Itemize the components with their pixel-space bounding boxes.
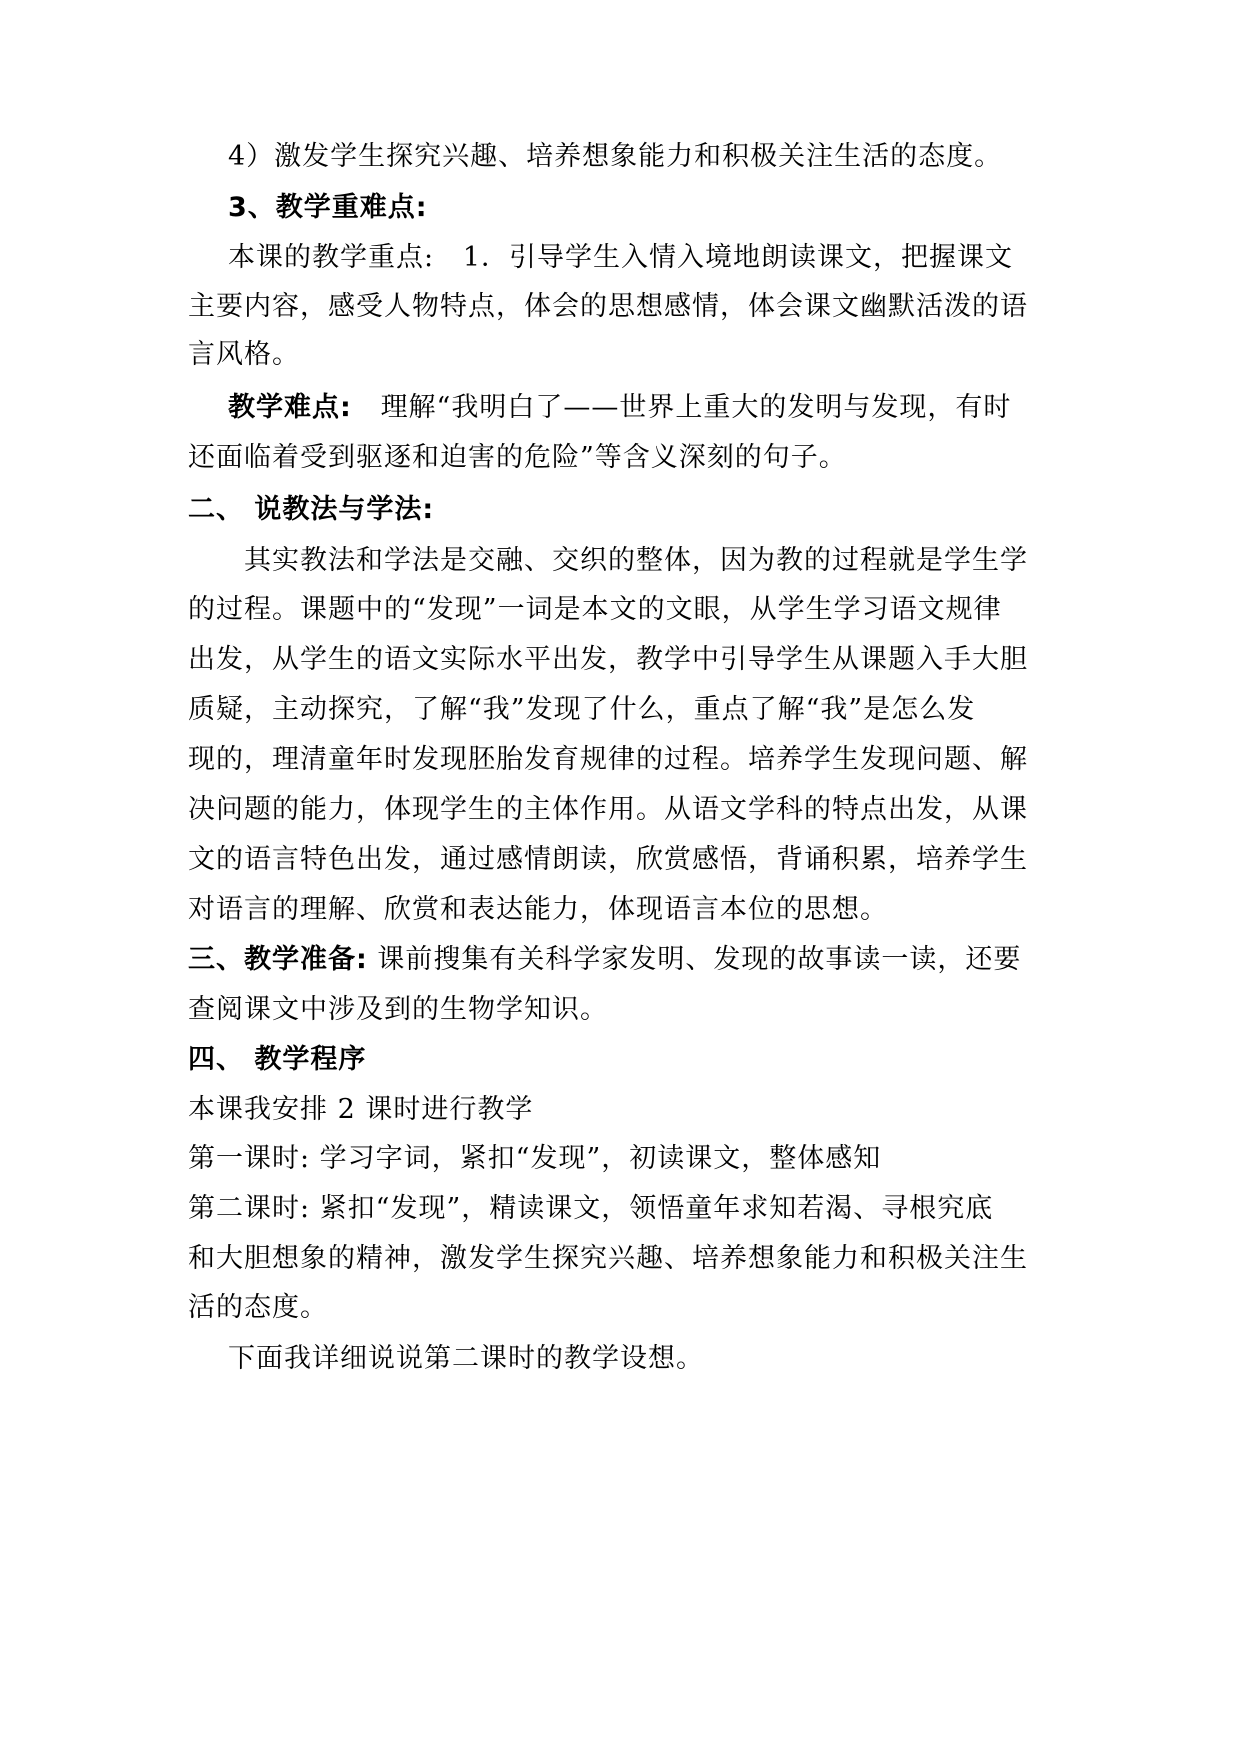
preparation-line-1 (188, 940, 1068, 980)
methods-line-2: 的过程。课题中的“发现”一词是本文的文眼，从学生学习语文规律 (188, 594, 1002, 625)
preparation-text: 课前搜集有关科学家发明、发现的故事读一读，还要 (377, 944, 1022, 975)
key-points-text: 1．引导学生入情入境地朗读课文，把握课文 (462, 242, 1014, 273)
key-points-line-2: 主要内容，感受人物特点，体会的思想感情，体会课文幽默活泼的语 (188, 291, 1028, 322)
closing-line: 下面我详细说说第二课时的教学设想。 (228, 1343, 704, 1374)
preparation-label: 三、教学准备: (188, 944, 368, 975)
objective-4: 4）激发学生探究兴趣、培养想象能力和积极关注生活的态度。 (228, 141, 1003, 172)
methods-line-5: 现的，理清童年时发现胚胎发育规律的过程。培养学生发现问题、解 (188, 744, 1028, 775)
difficulty-label: 教学难点: (228, 392, 352, 423)
difficulty-text: 理解“我明白了——世界上重大的发明与发现，有时 (380, 392, 1012, 423)
methods-line-6: 决问题的能力，体现学生的主体作用。从语文学科的特点出发，从课 (188, 794, 1028, 825)
section-heading-procedure: 四、 教学程序 (188, 1044, 367, 1075)
methods-line-8: 对语言的理解、欣赏和表达能力，体现语言本位的思想。 (188, 894, 888, 925)
methods-line-7: 文的语言特色出发，通过感情朗读，欣赏感悟，背诵积累，培养学生 (188, 844, 1028, 875)
difficulty-line-1 (228, 388, 1108, 428)
section-heading-key-difficult-points: 3、教学重难点: (228, 192, 428, 223)
difficulty-line-2: 还面临着受到驱逐和迫害的危险”等含义深刻的句子。 (188, 442, 847, 473)
key-points-line-3: 言风格。 (188, 339, 300, 370)
methods-line-3: 出发，从学生的语文实际水平出发，教学中引导学生从课题入手大胆 (188, 644, 1028, 675)
methods-line-4: 质疑，主动探究，了解“我”发现了什么，重点了解“我”是怎么发 (188, 694, 976, 725)
methods-line-1: 其实教法和学法是交融、交织的整体，因为教的过程就是学生学 (244, 545, 1028, 576)
procedure-line-1: 本课我安排 2 课时进行教学 (188, 1094, 534, 1125)
preparation-line-2: 查阅课文中涉及到的生物学知识。 (188, 994, 608, 1025)
procedure-line-5: 活的态度。 (188, 1292, 328, 1323)
procedure-line-3: 第二课时: 紧扣“发现”，精读课文，领悟童年求知若渴、寻根究底 (188, 1193, 994, 1224)
procedure-line-4: 和大胆想象的精神，激发学生探究兴趣、培养想象能力和积极关注生 (188, 1243, 1028, 1274)
key-points-line-1 (228, 238, 1108, 278)
section-heading-methods: 二、 说教法与学法: (188, 494, 435, 525)
key-points-label: 本课的教学重点: (228, 242, 435, 273)
procedure-line-2: 第一课时: 学习字词，紧扣“发现”，初读课文，整体感知 (188, 1143, 882, 1174)
